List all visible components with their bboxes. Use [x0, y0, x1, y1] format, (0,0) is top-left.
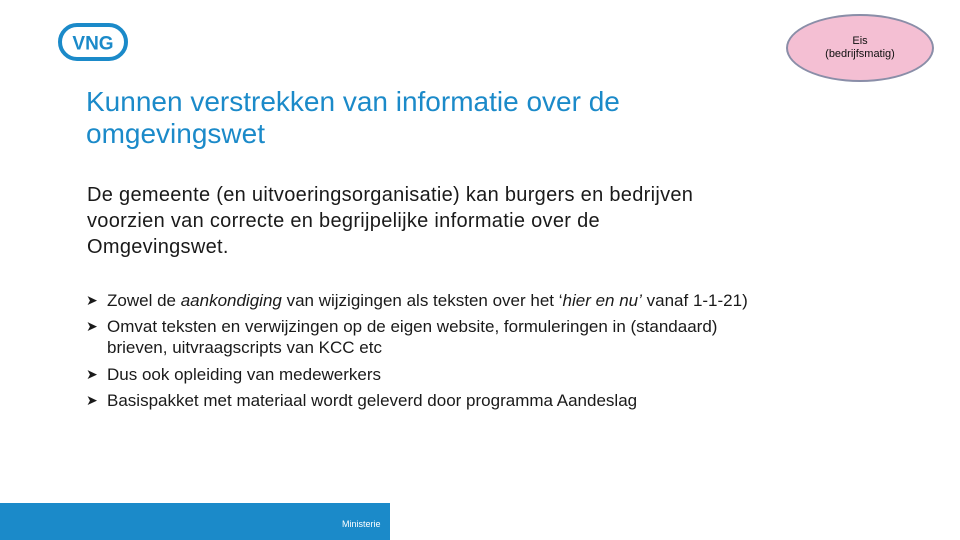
bullet-2-line-1: Omvat teksten en verwijzingen op de eigen website, formuleringen in (standaard)	[107, 317, 718, 336]
requirement-badge	[786, 14, 934, 82]
logo-text: VNG	[72, 33, 114, 55]
list-item	[86, 364, 886, 385]
intro-paragraph	[87, 182, 887, 260]
bullet-1-italic-2: hier en nu’	[562, 291, 642, 310]
intro-line-3: Omgevingswet.	[87, 236, 229, 258]
list-item	[86, 390, 886, 411]
bullet-2-line-2: brieven, uitvraagscripts van KCC etc	[107, 338, 382, 357]
vng-logo	[58, 22, 128, 62]
arrow-bullet-icon: ➤	[86, 366, 98, 382]
arrow-bullet-icon: ➤	[86, 392, 98, 408]
footer-text: Ministerie	[342, 519, 381, 529]
title-line-1: Kunnen verstrekken van informatie over de	[86, 86, 620, 117]
list-item	[86, 290, 886, 311]
intro-line-2: voorzien van correcte en begrijpelijke informatie over de	[87, 210, 600, 232]
arrow-bullet-icon: ➤	[86, 318, 98, 334]
badge-type: (bedrijfsmatig)	[825, 48, 895, 60]
bullet-1-part-1: Zowel de	[107, 291, 181, 310]
arrow-bullet-icon: ➤	[86, 292, 98, 308]
bullet-list	[86, 290, 886, 416]
bullet-1-part-2: van wijzigingen als teksten over het ‘	[281, 291, 563, 310]
slide-title	[86, 86, 786, 150]
list-item	[86, 316, 886, 358]
bullet-4-text: Basispakket met materiaal wordt geleverd door programma Aandeslag	[107, 391, 638, 410]
footer-bar	[0, 503, 390, 540]
title-line-2: omgevingswet	[86, 118, 265, 149]
bullet-1-italic-1: aankondiging	[180, 291, 282, 310]
intro-line-1: De gemeente (en uitvoeringsorganisatie) kan burgers en bedrijven	[87, 184, 694, 206]
bullet-3-text: Dus ook opleiding van medewerkers	[107, 365, 382, 384]
badge-label: Eis	[852, 35, 868, 47]
bullet-1-part-3: vanaf 1-1-21)	[641, 291, 748, 310]
